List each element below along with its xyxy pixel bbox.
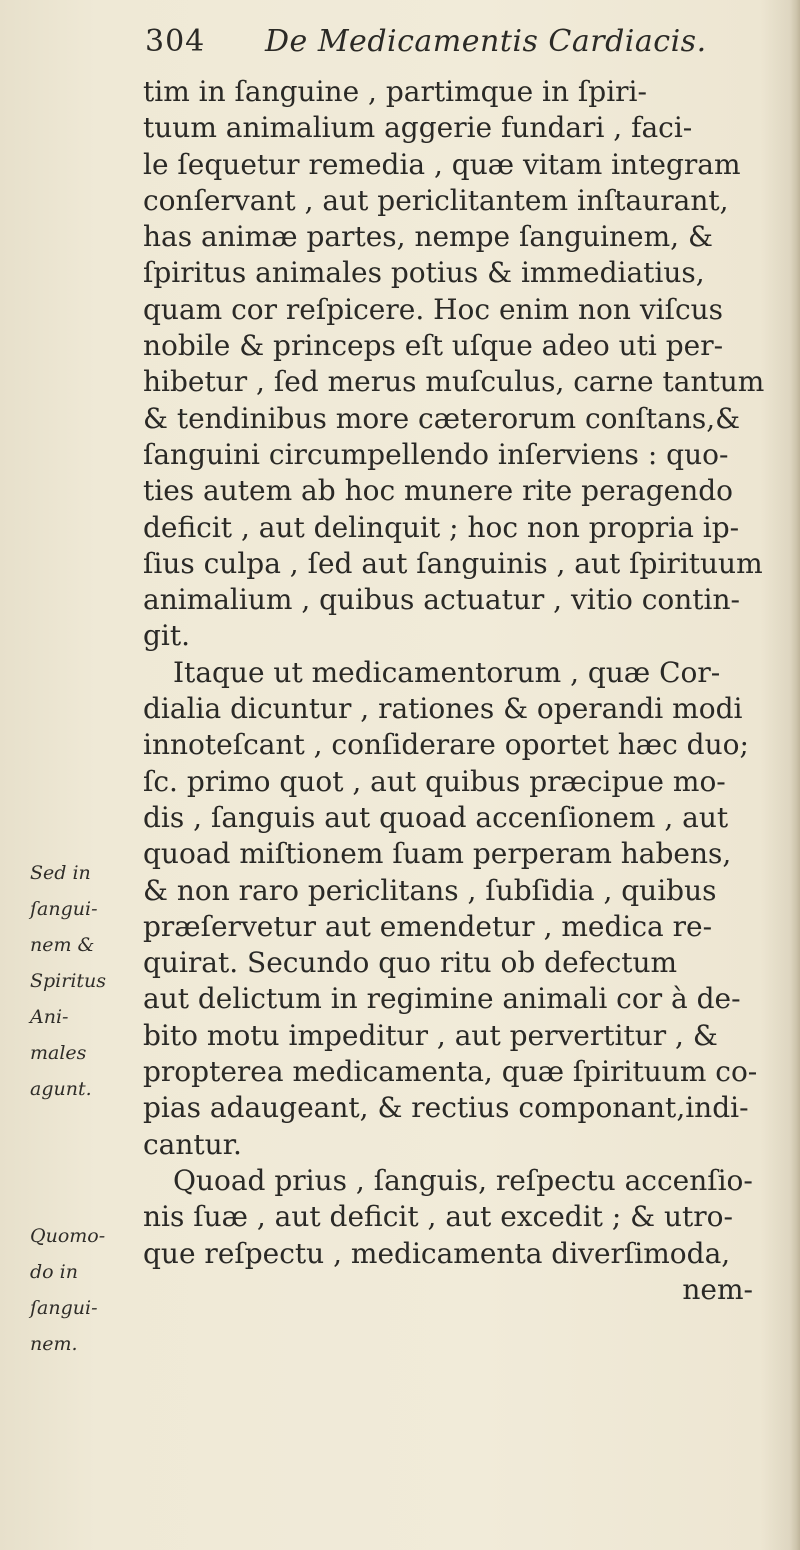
margin-note-line: do in — [30, 1261, 78, 1283]
text-line: hibetur , ſed merus muſculus, carne tantum — [143, 365, 765, 399]
text-line: præſervetur aut emendetur , medica re- — [143, 909, 713, 943]
text-line: deficit , aut delinquit ; hoc non propria ip- — [143, 510, 740, 544]
text-line: tuum animalium aggerie fundari , faci- — [143, 111, 693, 145]
text-line: ſpiritus animales potius & immediatius, — [143, 256, 705, 290]
text-line: pias adaugeant, & rectius componant,indi- — [143, 1091, 749, 1125]
margin-note-line: Sed in — [30, 862, 91, 884]
text-line: ſc. primo quot , aut quibus præcipue mo- — [143, 764, 726, 798]
text-line: git. — [143, 619, 191, 653]
margin-note-1 — [30, 855, 135, 1107]
margin-note-line: Spiritus — [30, 970, 107, 992]
text-line: & tendinibus more cæterorum conſtans,& — [143, 401, 741, 435]
catchword-line: nem- — [682, 1272, 753, 1306]
paragraph-start-line: Itaque ut medicamentorum , quæ Cor- — [173, 655, 721, 689]
text-line: nobile & princeps eſt uſque adeo uti per- — [143, 329, 724, 363]
page-header — [145, 24, 745, 68]
text-line: & non raro periclitans , ſubſidia , quibus — [143, 873, 717, 907]
text-line: que reſpectu , medicamenta diverſimoda, — [143, 1236, 731, 1270]
text-line: tim in ſanguine , partimque in ſpiri- — [143, 75, 647, 108]
text-line: has animæ partes, nempe ſanguinem, & — [143, 220, 713, 254]
text-line: quoad miſtionem ſuam perperam habens, — [143, 837, 732, 871]
text-line: nis ſuæ , aut deficit , aut excedit ; & utro- — [143, 1200, 733, 1234]
page-number: 304 — [145, 24, 206, 59]
text-line: quam cor reſpicere. Hoc enim non viſcus — [143, 292, 724, 326]
margin-note-2 — [30, 1218, 135, 1362]
text-line: propterea medicamenta, quæ ſpirituum co- — [143, 1055, 758, 1089]
text-line: ſius culpa , ſed aut ſanguinis , aut ſpirituum — [143, 546, 763, 580]
text-line: dialia dicuntur , rationes & operandi modi — [143, 692, 743, 726]
margin-note-line: males — [30, 1042, 87, 1064]
paragraph-start-line: Quoad prius , ſanguis, reſpectu accenſio- — [173, 1163, 753, 1197]
margin-note-line: ſangui- — [30, 898, 98, 920]
text-line: quirat. Secundo quo ritu ob defectum — [143, 946, 678, 980]
text-line: cantur. — [143, 1127, 242, 1161]
text-line: aut delictum in regimine animali cor à de- — [143, 982, 741, 1016]
margin-note-line: nem. — [30, 1333, 78, 1355]
page-edge — [790, 0, 800, 1550]
text-line: ties autem ab hoc munere rite peragendo — [143, 474, 734, 508]
margin-note-line: nem & — [30, 934, 95, 956]
margin-note-line: ſangui- — [30, 1297, 98, 1319]
text-line: conſervant , aut periclitantem inſtaurant, — [143, 183, 729, 217]
margin-note-line: Ani- — [30, 1006, 69, 1028]
running-title: De Medicamentis Cardiacis. — [265, 24, 707, 59]
text-line: ſanguini circumpellendo inſerviens : quo- — [143, 437, 729, 471]
margin-note-line: Quomo- — [30, 1225, 106, 1247]
body-text — [143, 74, 783, 1308]
margin-note-line: agunt. — [30, 1078, 92, 1100]
text-line: dis , ſanguis aut quoad accenſionem , aut — [143, 800, 729, 834]
text-line: innoteſcant , conſiderare oportet hæc duo; — [143, 728, 749, 762]
text-line: animalium , quibus actuatur , vitio contin- — [143, 583, 740, 617]
text-line: bito motu impeditur , aut pervertitur , & — [143, 1018, 718, 1052]
text-line: le ſequetur remedia , quæ vitam integram — [143, 147, 741, 181]
